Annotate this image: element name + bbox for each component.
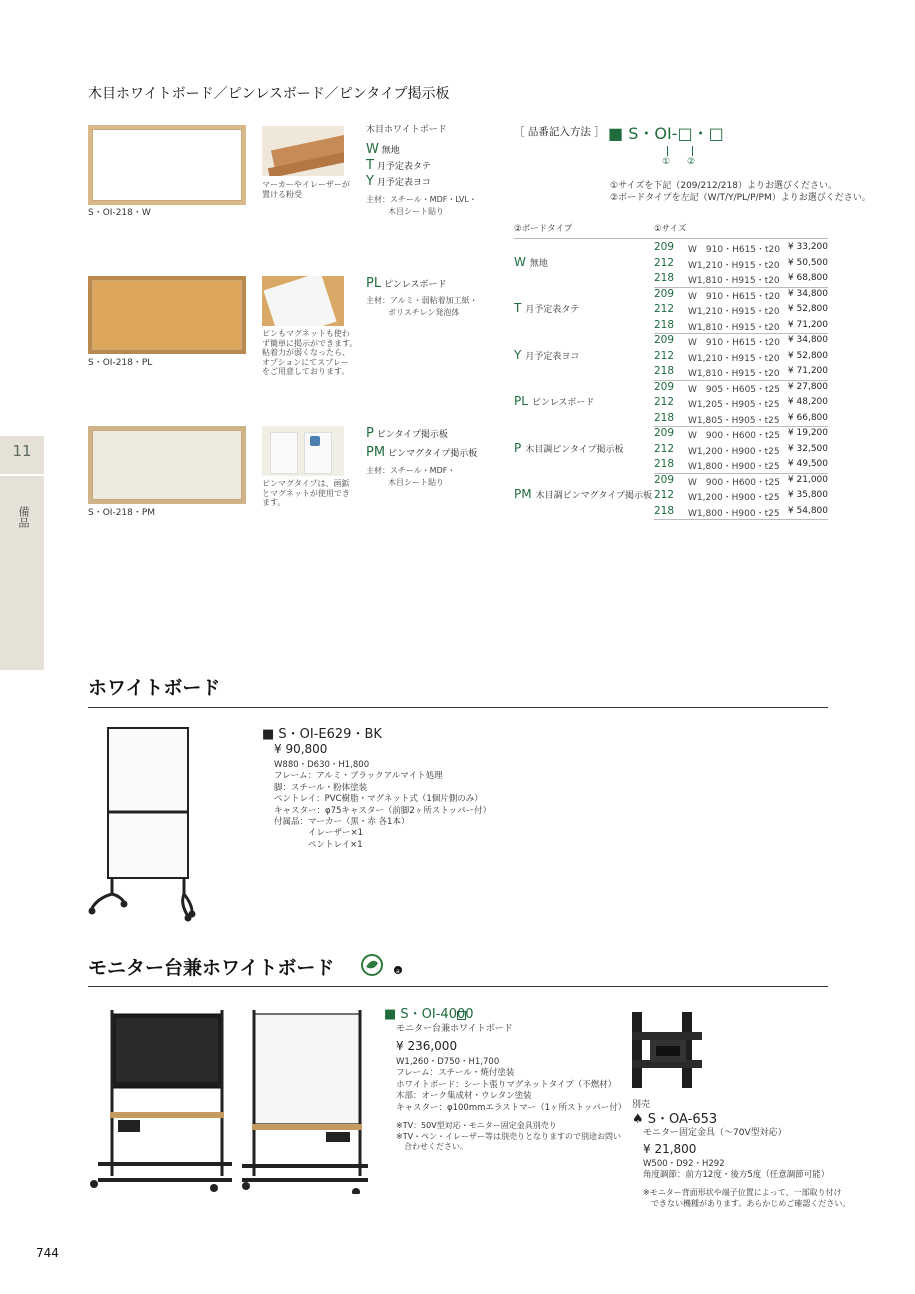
table-row: [514, 347, 828, 366]
table-cell-size: 218: [654, 272, 675, 284]
table-cell-price: ¥ 27,800: [787, 381, 828, 392]
table-cell-size: 209: [654, 287, 675, 300]
table-cell-dim: W1,210・H915・t20: [688, 353, 780, 364]
table-cell-price: ¥ 49,500: [787, 459, 828, 469]
monitor-bracket-image: [628, 1010, 704, 1088]
table-cell-dim: W1,810・H915・t20: [688, 322, 780, 333]
table-cell-price: ¥ 54,800: [787, 505, 828, 516]
table-cell-price: ¥ 52,800: [787, 304, 828, 314]
pin-magnet-image: [262, 426, 344, 476]
table-cell-size: 218: [654, 318, 675, 331]
side-tab-category: 備品: [17, 506, 30, 528]
table-cell-dim: W1,810・H915・t20: [688, 276, 780, 286]
board-code-pl: PL ピンレスボード: [366, 276, 447, 291]
table-cell-price: ¥ 71,200: [787, 319, 828, 330]
table-cell-dim: W1,810・H915・t20: [688, 369, 780, 379]
board-material-line1: 主材：スチール・MDF・LVL・: [366, 195, 477, 204]
order-note-1: ①サイズを下記（209/212/218）よりお選びください。: [610, 181, 837, 191]
table-group-name: ピンレスボード: [531, 398, 595, 408]
table-cell-size: 218: [654, 365, 675, 377]
whiteboard-stand-image: [84, 726, 208, 922]
table-cell-price: ¥ 48,200: [787, 397, 828, 407]
table-cell-size: 218: [654, 458, 675, 470]
table-group-code: W: [514, 254, 526, 269]
table-row: [514, 288, 828, 304]
page-title: 木目ホワイトボード／ピンレスボード／ピンタイプ掲示板: [88, 86, 450, 102]
section-title-monitor: モニター台兼ホワイトボード: [88, 957, 335, 979]
monitor-specs: W1,260・D750・H1,700 フレーム：スチール・焼付塗装 ホワイトボード：シート張りマグネットタイプ（不燃材） 木部：オーク集成材・ウレタン塗装 キャスター：φ100mmエラストマー（1ヶ所ストッパー付）: [396, 1057, 627, 1113]
table-cell-size: 212: [654, 442, 675, 455]
svg-text:a: a: [396, 968, 400, 975]
table-cell-dim: W1,800・H900・t25: [688, 508, 780, 519]
bracket-specs: W500・D92・H292 角度調節：前方12度・後方5度（任意調節可能）: [643, 1159, 830, 1181]
board-caption-pm: ピンマグタイプは、画鋲 とマグネットが使用でき ます。: [262, 479, 350, 508]
table-cell-dim: W 905・H605・t25: [688, 384, 781, 395]
table-cell-price: ¥ 50,500: [787, 257, 828, 268]
table-row: [514, 303, 828, 319]
table-header-size: ①サイズ: [654, 224, 687, 234]
order-mark-2: ②: [687, 157, 696, 167]
board-code-y: Y 月予定表ヨコ: [366, 174, 431, 189]
board-material-pl-1: 主材：アルミ・弱粘着加工紙・: [366, 296, 478, 305]
side-tab-divider: [0, 474, 44, 476]
whiteboard-image: [88, 125, 246, 205]
table-row: [514, 254, 828, 273]
table-cell-size: 209: [654, 334, 675, 346]
pen-tray-image: [262, 126, 344, 176]
table-cell-size: 212: [654, 303, 675, 315]
table-row: [514, 396, 828, 412]
table-group-name: 月予定表ヨコ: [525, 351, 580, 362]
table-cell-size: 212: [654, 489, 675, 501]
table-cell-dim: W 910・H615・t20: [688, 291, 781, 302]
table-header-type: ②ボードタイプ: [514, 224, 573, 234]
document-icon: [457, 1011, 466, 1020]
table-cell-price: ¥ 21,000: [787, 474, 828, 485]
board-material-pm-2: 木目シート貼り: [388, 478, 444, 487]
table-cell-dim: W1,805・H905・t25: [688, 415, 780, 426]
table-row: [514, 412, 828, 428]
page-number: 744: [36, 1246, 59, 1260]
table-cell-size: 209: [654, 473, 675, 486]
monitor-stand-image: [88, 1008, 378, 1194]
table-cell-dim: W 900・H600・t25: [688, 431, 781, 441]
table-row: [514, 474, 828, 490]
table-row: [514, 458, 828, 474]
table-cell-size: 209: [654, 241, 675, 253]
eco-mark-icon: [360, 953, 406, 979]
table-cell-price: ¥ 34,800: [787, 335, 828, 345]
table-row: [514, 489, 828, 505]
table-row: [514, 440, 828, 459]
table-cell-price: ¥ 19,200: [787, 428, 828, 438]
table-group-name: 月予定表タテ: [525, 305, 580, 315]
table-group-name: 木目調ピンタイプ掲示板: [525, 444, 624, 455]
table-row: [514, 241, 828, 257]
table-cell-dim: W1,200・H900・t25: [688, 446, 780, 457]
board-model-w: S・OI-218・W: [88, 208, 151, 218]
monitor-price: ¥ 236,000: [396, 1039, 458, 1053]
table-cell-size: 212: [654, 349, 675, 362]
monitor-model: ■ S・OI-4000: [384, 1007, 474, 1022]
table-cell-size: 218: [654, 411, 675, 424]
pinless-sheet-image: [262, 276, 344, 326]
table-cell-size: 212: [654, 256, 675, 269]
section-rule-monitor: [88, 986, 828, 987]
table-cell-dim: W 900・H600・t25: [688, 477, 781, 488]
board-code-w: W 無地: [366, 142, 400, 157]
board-model-pl: S・OI-218・PL: [88, 358, 153, 368]
table-group-code: T: [514, 301, 522, 315]
bracket-subtitle: モニター固定金具（〜70V型対応）: [643, 1128, 787, 1138]
order-note-2: ②ボードタイプを左記（W/T/Y/PL/P/PM）よりお選びください。: [610, 193, 871, 203]
table-cell-price: ¥ 33,200: [787, 242, 828, 252]
section-title-whiteboard: ホワイトボード: [88, 677, 221, 699]
table-group-code: Y: [514, 347, 522, 362]
board-material-pm-1: 主材：スチール・MDF・: [366, 466, 456, 475]
board-code-p: P ピンタイプ掲示板: [366, 426, 448, 441]
table-cell-price: ¥ 34,800: [787, 288, 828, 299]
board-model-pm: S・OI-218・PM: [88, 508, 156, 518]
table-cell-dim: W1,200・H900・t25: [688, 493, 780, 503]
bracket-notes: ※モニター背面形状や端子位置によって、一部取り付け できない機種があります。あらかじめご確認ください。: [643, 1188, 851, 1208]
order-label: ［ 品番記入方法 ］: [514, 126, 605, 138]
whiteboard-price: ¥ 90,800: [274, 742, 328, 756]
side-tab-number: 11: [12, 442, 32, 460]
table-separator: [514, 238, 828, 239]
pinless-board-image: [88, 276, 246, 354]
table-cell-price: ¥ 35,800: [787, 490, 828, 500]
table-row: [514, 381, 828, 397]
table-cell-size: 218: [654, 504, 675, 517]
board-caption-w: マーカーやイレーザーが置ける粉受: [262, 180, 350, 199]
section-rule-whiteboard: [88, 707, 828, 708]
table-cell-price: ¥ 32,500: [787, 443, 828, 454]
board-caption-pl: ピンもマグネットも使わ ず簡単に掲示ができます。 粘着力が弱くなったら、 オプションにてスプレー をご用意しております。: [262, 329, 358, 377]
table-cell-dim: W1,210・H915・t20: [688, 307, 780, 317]
bracket-label: 別売: [632, 1100, 651, 1110]
table-row: [514, 365, 828, 381]
board-code-pm: PM ピンマグタイプ掲示板: [366, 445, 478, 460]
table-row: [514, 505, 828, 521]
table-row: [514, 272, 828, 288]
pin-board-image: [88, 426, 246, 504]
table-separator: [654, 519, 828, 520]
bracket-price: ¥ 21,800: [643, 1142, 697, 1156]
table-group-code: PL: [514, 394, 528, 408]
table-cell-price: ¥ 66,800: [787, 412, 828, 423]
table-cell-price: ¥ 71,200: [787, 366, 828, 376]
table-cell-price: ¥ 52,800: [787, 350, 828, 361]
order-mark-line-2: [692, 146, 693, 156]
table-cell-dim: W1,210・H915・t20: [688, 260, 780, 271]
price-table: [514, 224, 828, 520]
whiteboard-model: ■ S・OI-E629・BK: [262, 727, 382, 742]
monitor-subtitle: モニター台兼ホワイトボード: [396, 1024, 513, 1034]
order-code: ■ S・OI-□・□: [608, 124, 724, 143]
table-cell-dim: W1,205・H905・t25: [688, 400, 780, 410]
monitor-notes: ※TV：50V型対応・モニター固定金具別売り ※TV・ペン・イレーザー等は別売りとなりますので別途お問い 合わせください。: [396, 1121, 622, 1151]
table-row: [514, 319, 828, 335]
board-code-t: T 月予定表タテ: [366, 158, 431, 173]
order-mark-1: ①: [662, 157, 671, 167]
board-material-line2: 木目シート貼り: [388, 207, 444, 216]
table-cell-size: 209: [654, 427, 675, 439]
table-group-name: 木目調ピンマグタイプ掲示板: [535, 491, 652, 501]
table-row: [514, 427, 828, 443]
board-material-pl-2: ポリスチレン発泡体: [388, 308, 460, 317]
table-cell-size: 212: [654, 396, 675, 408]
table-cell-dim: W1,800・H900・t25: [688, 462, 780, 472]
whiteboard-specs: W880・D630・H1,800 フレーム：アルミ・ブラックアルマイト処理 脚：スチール・粉体塗装 ペントレイ：PVC樹脂・マグネット式（1個片側のみ） キャスター：φ75キャスター（前脚2ヶ所ストッパー付） 付属品：マーカー（黒・赤 各1本） イレーザー×1 ペントレイ×1: [274, 760, 492, 850]
table-cell-dim: W 910・H615・t20: [688, 245, 781, 255]
table-cell-dim: W 910・H615・t20: [688, 338, 781, 348]
table-group-name: 無地: [529, 258, 548, 269]
bracket-model: ♠ S・OA-653: [632, 1112, 718, 1127]
order-mark-line-1: [667, 146, 668, 156]
side-tab: [0, 436, 44, 670]
table-cell-price: ¥ 68,800: [787, 273, 828, 283]
board-type-label: 木目ホワイトボード: [366, 125, 447, 135]
table-group-code: PM: [514, 487, 532, 501]
table-group-code: P: [514, 440, 522, 455]
table-row: [514, 334, 828, 350]
table-cell-size: 209: [654, 380, 675, 393]
